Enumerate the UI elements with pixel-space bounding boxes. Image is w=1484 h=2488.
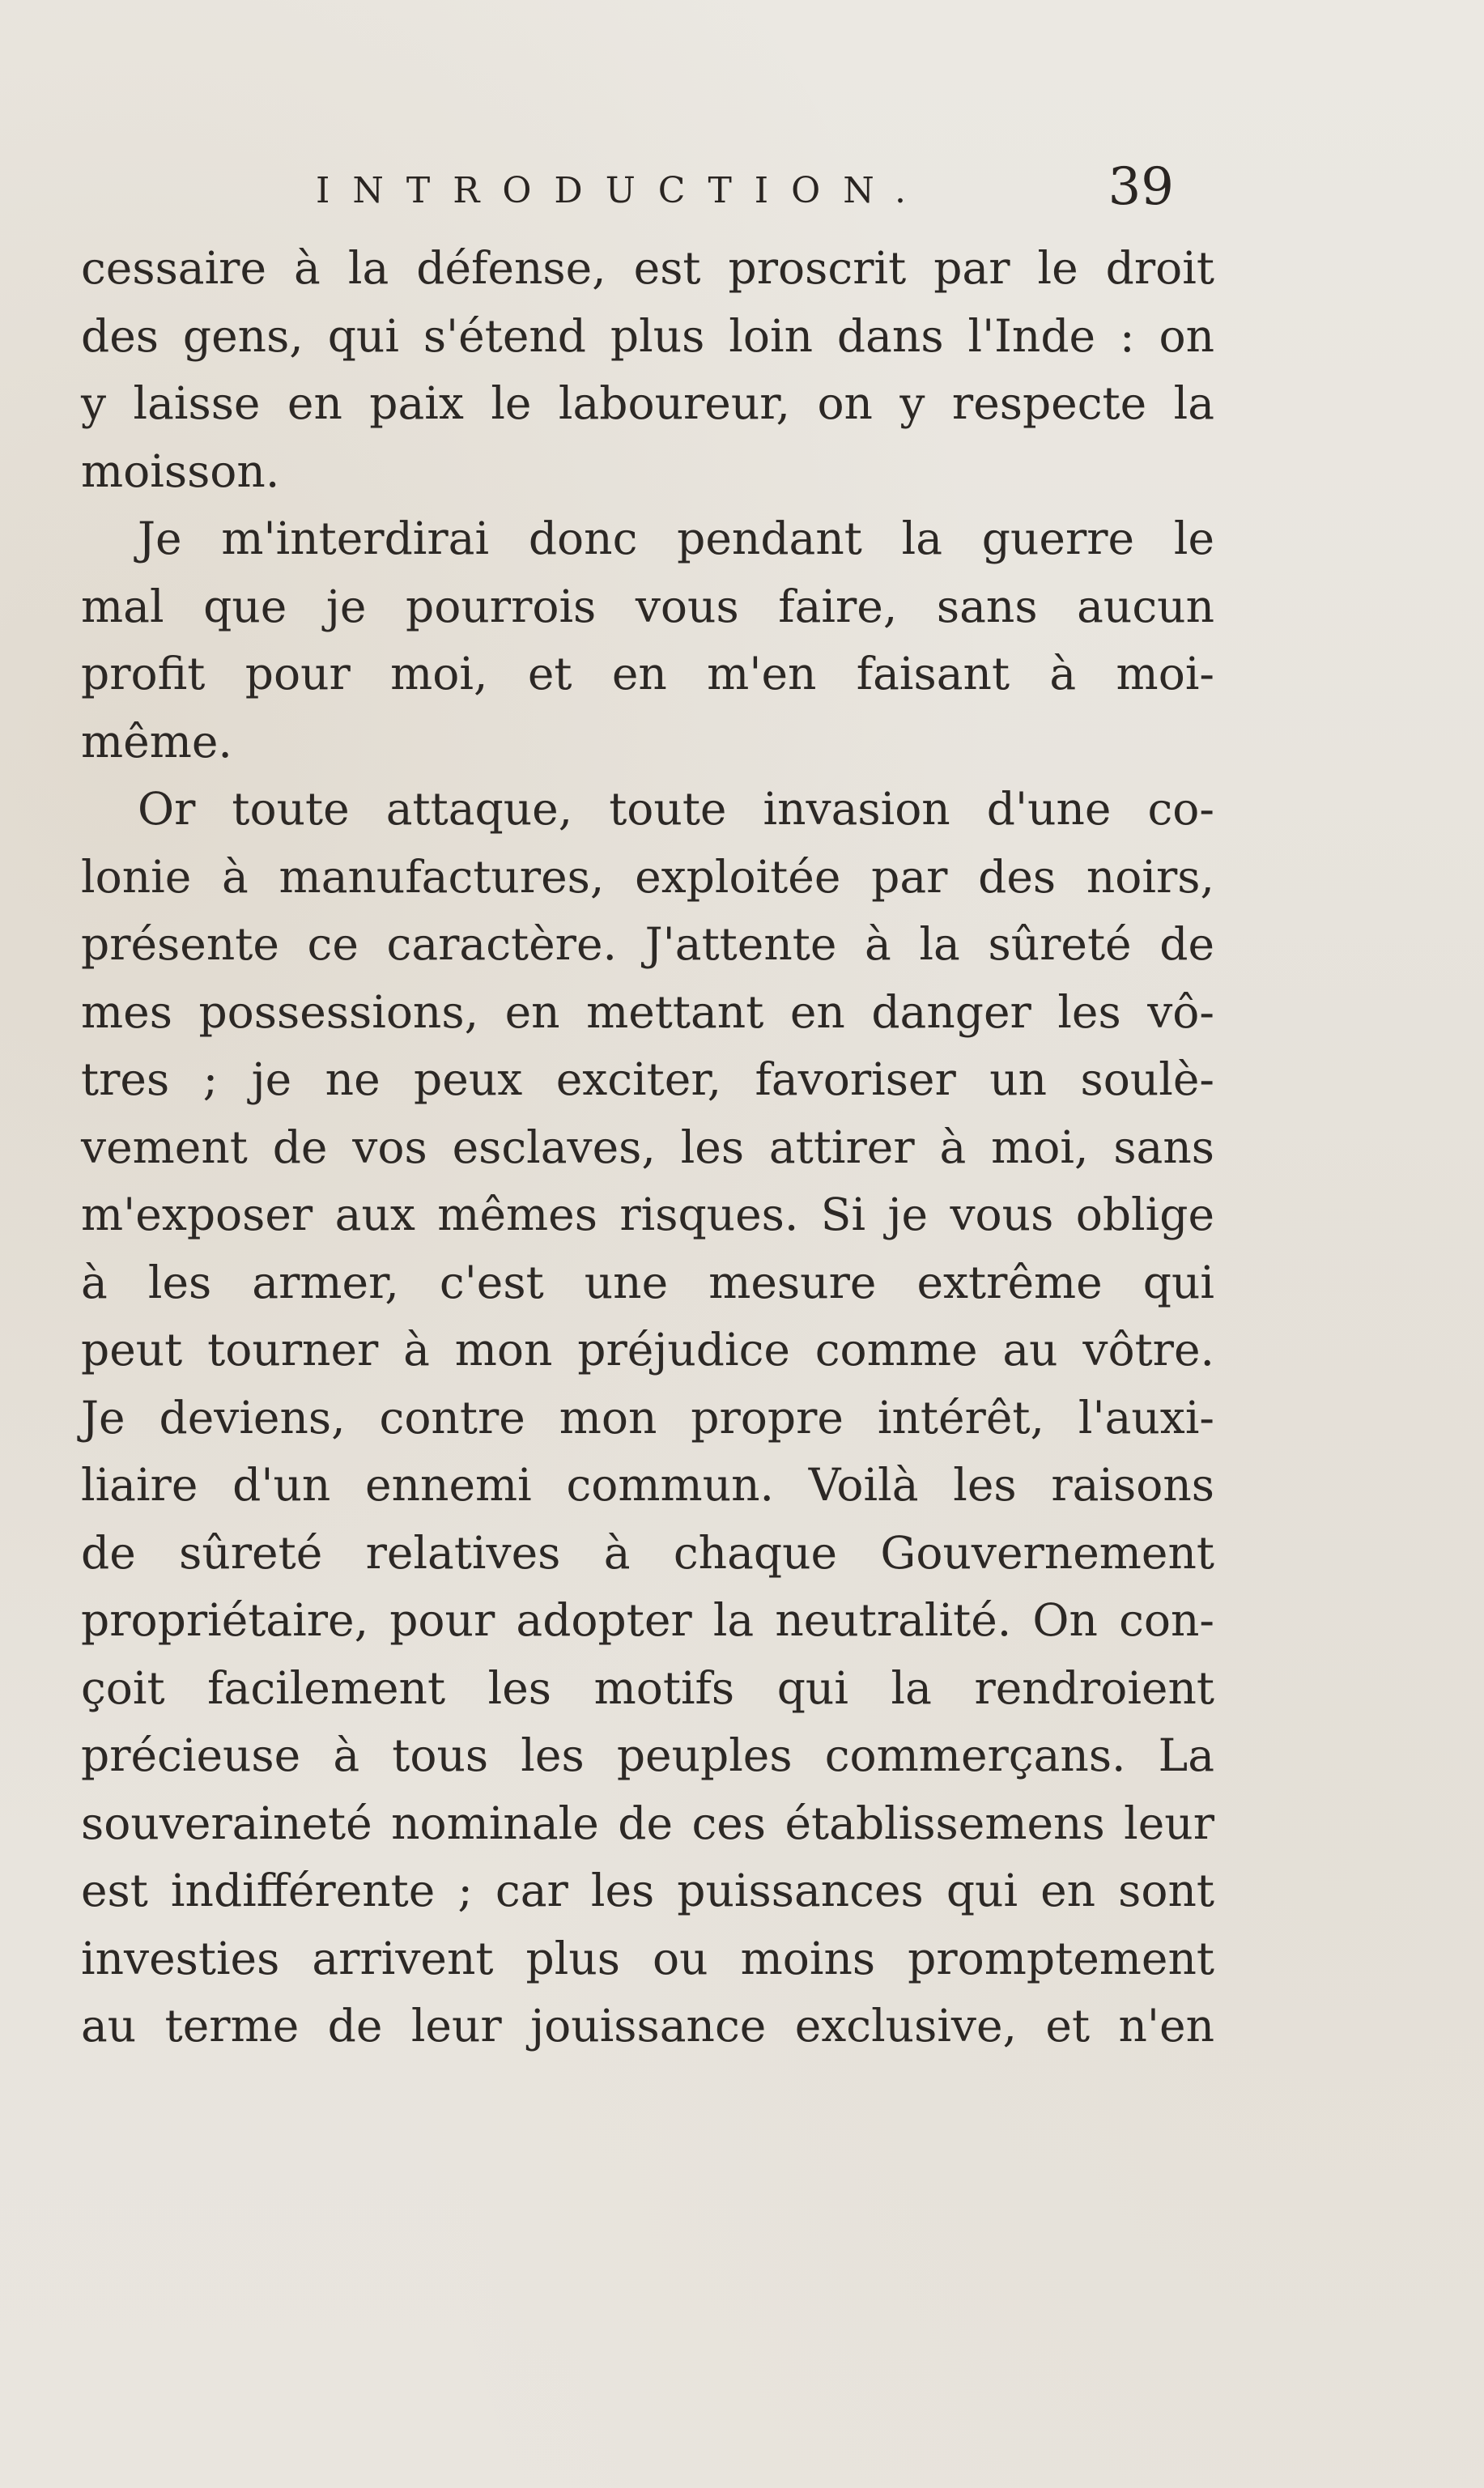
paragraph-end-line: même. [81,715,232,768]
paragraph-end-line: moisson. [81,444,280,497]
text-line: cessaire à la défense, est proscrit par le droit [81,242,1214,294]
text-line: m'exposer aux mêmes risques. Si je vous oblige [81,1189,1214,1240]
text-line: précieuse à tous les peuples commerçans. La [81,1729,1214,1781]
paragraph-start-line: Or toute attaque, toute invasion d'une co- [138,783,1214,835]
body-text [81,235,1214,2061]
text-line: investies arrivent plus ou moins promptement [81,1932,1214,1984]
text-line: souveraineté nominale de ces établissemens leur [81,1797,1214,1849]
text-line: mal que je pourrois vous faire, sans aucun [81,580,1214,632]
running-head [89,157,1174,227]
text-line: au terme de leur jouissance exclusive, et n'en [81,2000,1214,2052]
text-line: propriétaire, pour adopter la neutralité. On con- [81,1594,1214,1646]
text-line: mes possessions, en mettant en danger les vô- [81,985,1214,1038]
text-line: de sûreté relatives à chaque Gouvernement [81,1526,1214,1579]
text-line: liaire d'un ennemi commun. Voilà les raisons [81,1459,1214,1511]
text-line: Je deviens, contre mon propre intérêt, l'auxi- [81,1391,1214,1444]
text-line: vement de vos esclaves, les attirer à moi, sans [81,1121,1214,1173]
text-line: des gens, qui s'étend plus loin dans l'Inde : on [81,309,1214,362]
text-line: y laisse en paix le laboureur, on y respecte la [81,377,1214,429]
text-line: profit pour moi, et en m'en faisant à moi- [81,648,1214,700]
text-line: à les armer, c'est une mesure extrême qui [81,1256,1214,1308]
text-line: est indifférente ; car les puissances qui en sont [81,1865,1214,1916]
paragraph-start-line: Je m'interdirai donc pendant la guerre le [138,512,1214,564]
text-line: peut tourner à mon préjudice comme au vôtre. [81,1324,1214,1376]
text-line: çoit facilement les motifs qui la rendroient [81,1661,1214,1714]
text-line: lonie à manufactures, exploitée par des noirs, [81,850,1214,903]
text-line: présente ce caractère. J'attente à la sûreté de [81,918,1214,970]
running-title: INTRODUCTION. [316,170,929,211]
text-line: tres ; je ne peux exciter, favoriser un soulè- [81,1053,1214,1105]
page-number: 39 [1108,157,1174,217]
